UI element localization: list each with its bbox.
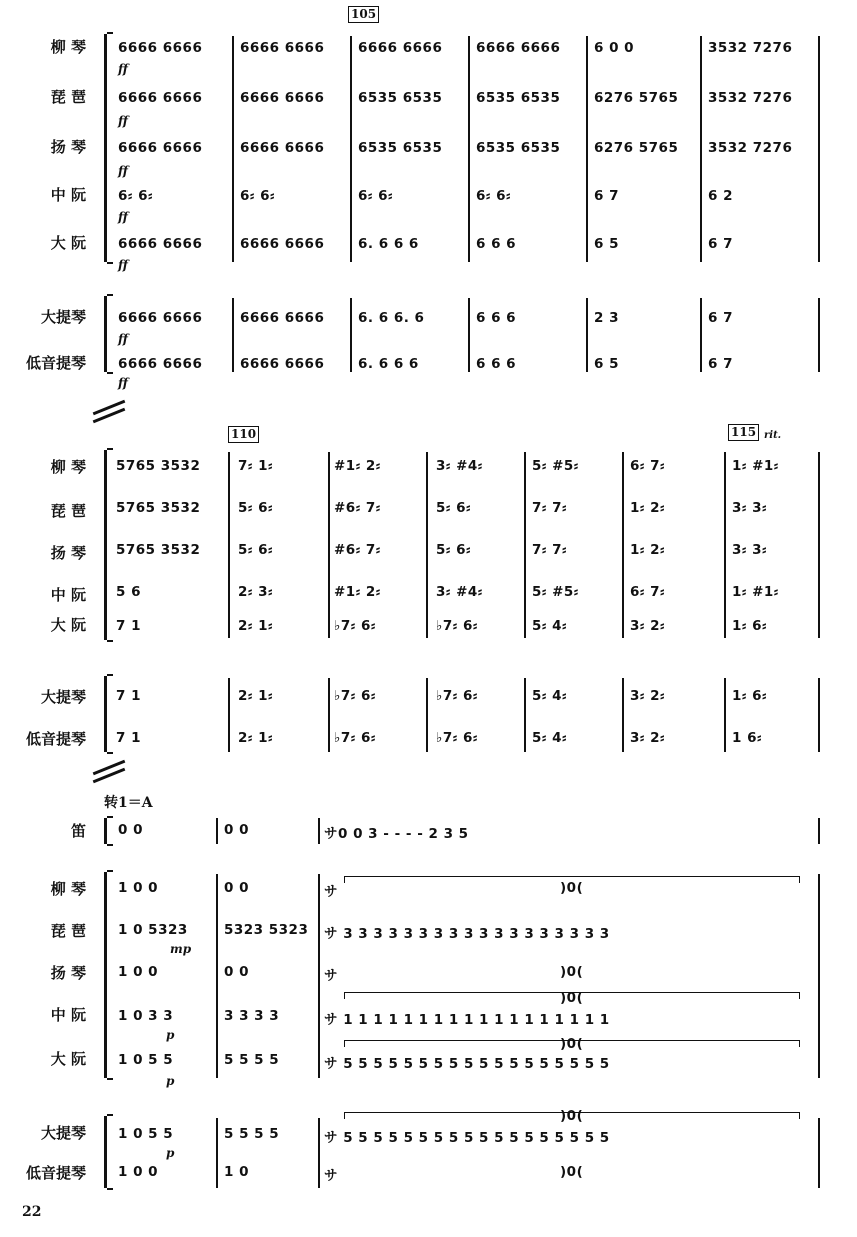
barline (586, 298, 588, 372)
barline (350, 298, 352, 372)
rehearsal-mark-115: 115 (728, 424, 759, 441)
measure-notes: 6276 5765 (594, 90, 679, 106)
dynamic-marking: ff (118, 62, 128, 76)
measure-notes: 1 0 5323 (118, 922, 188, 938)
measure-notes: 1⸗ #1⸗ (732, 584, 779, 600)
system-3-bass-brace (104, 1116, 107, 1188)
dynamic-marking: mp (170, 942, 192, 956)
barline (216, 818, 218, 844)
measure-notes: 6535 6535 (476, 140, 561, 156)
dynamic-marking: ff (118, 164, 128, 178)
barline (818, 678, 820, 752)
trill-mark: )0( (560, 1164, 584, 1180)
measure-notes: 6⸗ 6⸗ (358, 188, 393, 204)
barline (318, 1118, 320, 1188)
measure-notes: サ (324, 1168, 338, 1184)
measure-notes: 6535 6535 (358, 140, 443, 156)
trill-mark: )0( (560, 1036, 584, 1052)
measure-notes: ♭7⸗ 6⸗ (334, 618, 376, 634)
measure-notes: 6666 6666 (240, 90, 325, 106)
barline (818, 298, 820, 372)
measure-notes: 6666 6666 (476, 40, 561, 56)
measure-notes: 5⸗ #5⸗ (532, 584, 579, 600)
measure-notes: 7⸗ 1⸗ (238, 458, 273, 474)
measure-notes: 6 6 6 (476, 356, 517, 372)
measure-notes: 7 1 (116, 688, 141, 704)
measure-notes: #6⸗ 7⸗ (334, 500, 381, 516)
barline (524, 678, 526, 752)
tremolo-bracket (344, 1112, 800, 1119)
ritardando-marking: rit. (764, 430, 782, 441)
measure-notes: 3532 7276 (708, 90, 793, 106)
measure-notes: 5765 3532 (116, 500, 201, 516)
measure-notes: サ (324, 968, 338, 984)
instrument-label: 笛 (70, 822, 86, 840)
measure-notes: 6666 6666 (118, 356, 203, 372)
dynamic-marking: ff (118, 258, 128, 272)
barline (232, 298, 234, 372)
measure-notes: 7 1 (116, 618, 141, 634)
measure-notes: 0 0 (224, 880, 249, 896)
barline (818, 874, 820, 1078)
measure-notes: 3⸗ 2⸗ (630, 730, 665, 746)
tremolo-bracket (344, 1040, 800, 1047)
measure-notes: 5⸗ 4⸗ (532, 688, 567, 704)
measure-notes: 1 0 0 (118, 880, 159, 896)
measure-notes: サ 5 5 5 5 5 5 5 5 5 5 5 5 5 5 5 5 5 5 (324, 1130, 610, 1146)
measure-notes: 2⸗ 1⸗ (238, 730, 273, 746)
dynamic-marking: ff (118, 210, 128, 224)
measure-notes: 2⸗ 3⸗ (238, 584, 273, 600)
barline (700, 298, 702, 372)
barline (818, 452, 820, 638)
measure-notes: サ 5 5 5 5 5 5 5 5 5 5 5 5 5 5 5 5 5 5 (324, 1056, 610, 1072)
measure-notes: 3⸗ 2⸗ (630, 688, 665, 704)
system-3-string-brace (104, 872, 107, 1078)
measure-notes: 6 7 (594, 188, 619, 204)
instrument-label: 扬 琴 (50, 544, 86, 562)
measure-notes: 1 0 5 5 (118, 1052, 174, 1068)
tremolo-bracket (344, 876, 800, 883)
barline (228, 678, 230, 752)
measure-notes: 6666 6666 (118, 90, 203, 106)
dynamic-marking: p (166, 1074, 175, 1088)
measure-notes: 6⸗ 6⸗ (476, 188, 511, 204)
flute-brace (104, 818, 107, 844)
barline (328, 678, 330, 752)
dynamic-marking: ff (118, 114, 128, 128)
measure-notes: ♭7⸗ 6⸗ (334, 730, 376, 746)
measure-notes: サ0 0 3 - - - - 2 3 5 (324, 826, 469, 842)
measure-notes: 3⸗ #4⸗ (436, 458, 483, 474)
measure-notes: 3532 7276 (708, 140, 793, 156)
measure-notes: 6535 6535 (476, 90, 561, 106)
measure-notes: #6⸗ 7⸗ (334, 542, 381, 558)
measure-notes: サ 1 1 1 1 1 1 1 1 1 1 1 1 1 1 1 1 1 1 (324, 1012, 610, 1028)
barline (700, 36, 702, 262)
measure-notes: 5 5 5 5 (224, 1052, 280, 1068)
system-1-string-brace (104, 34, 107, 262)
measure-notes: 3 3 3 3 (224, 1008, 280, 1024)
barline (318, 818, 320, 844)
measure-notes: 6 5 (594, 236, 619, 252)
measure-notes: 1 0 0 (118, 1164, 159, 1180)
barline (426, 678, 428, 752)
barline (524, 452, 526, 638)
instrument-label: 大提琴 (40, 308, 86, 326)
instrument-label: 低音提琴 (25, 1164, 86, 1182)
trill-mark: )0( (560, 964, 584, 980)
measure-notes: 6 6 6 (476, 310, 517, 326)
instrument-label: 琵 琶 (50, 502, 86, 520)
system-2-string-brace (104, 450, 107, 640)
measure-notes: ♭7⸗ 6⸗ (436, 730, 478, 746)
measure-notes: 3⸗ #4⸗ (436, 584, 483, 600)
measure-notes: 6⸗ 7⸗ (630, 458, 665, 474)
measure-notes: 6535 6535 (358, 90, 443, 106)
measure-notes: 6 7 (708, 236, 733, 252)
barline (724, 678, 726, 752)
measure-notes: 6666 6666 (240, 140, 325, 156)
measure-notes: 1 0 (224, 1164, 249, 1180)
barline (818, 818, 820, 844)
measure-notes: サ 3 3 3 3 3 3 3 3 3 3 3 3 3 3 3 3 3 3 (324, 926, 610, 942)
instrument-label: 扬 琴 (50, 964, 86, 982)
measure-notes: 6666 6666 (118, 40, 203, 56)
instrument-label: 大提琴 (40, 1124, 86, 1142)
instrument-label: 柳 琴 (50, 38, 86, 56)
measure-notes: サ (324, 884, 338, 900)
measure-notes: 6666 6666 (240, 236, 325, 252)
trill-mark: )0( (560, 990, 584, 1006)
measure-notes: 7⸗ 7⸗ (532, 542, 567, 558)
barline (228, 452, 230, 638)
measure-notes: 0 0 (224, 964, 249, 980)
measure-notes: 5323 5323 (224, 922, 309, 938)
measure-notes: 6276 5765 (594, 140, 679, 156)
measure-notes: 7⸗ 7⸗ (532, 500, 567, 516)
measure-notes: 1⸗ 2⸗ (630, 500, 665, 516)
measure-notes: 0 0 (224, 822, 249, 838)
barline (622, 452, 624, 638)
measure-notes: 5 6 (116, 584, 141, 600)
measure-notes: 6666 6666 (240, 356, 325, 372)
measure-notes: 5 5 5 5 (224, 1126, 280, 1142)
measure-notes: #1⸗ 2⸗ (334, 584, 381, 600)
instrument-label: 大 阮 (50, 616, 86, 634)
dynamic-marking: p (166, 1028, 175, 1042)
instrument-label: 中 阮 (50, 1006, 86, 1024)
system-1-bass-brace (104, 296, 107, 372)
measure-notes: 7 1 (116, 730, 141, 746)
instrument-label: 低音提琴 (25, 730, 86, 748)
barline (328, 452, 330, 638)
measure-notes: 5⸗ 6⸗ (436, 542, 471, 558)
dynamic-marking: ff (118, 332, 128, 346)
page-number: 22 (22, 1204, 42, 1220)
measure-notes: 1 0 3 3 (118, 1008, 174, 1024)
dynamic-marking: p (166, 1146, 175, 1160)
measure-notes: 6 6 6 (476, 236, 517, 252)
instrument-label: 大 阮 (50, 234, 86, 252)
measure-notes: 6666 6666 (240, 40, 325, 56)
measure-notes: 3⸗ 3⸗ (732, 500, 767, 516)
measure-notes: 3532 7276 (708, 40, 793, 56)
barline (350, 36, 352, 262)
instrument-label: 低音提琴 (25, 354, 86, 372)
rehearsal-mark-110: 110 (228, 426, 259, 443)
measure-notes: 1 0 5 5 (118, 1126, 174, 1142)
measure-notes: 2⸗ 1⸗ (238, 618, 273, 634)
measure-notes: 5⸗ 6⸗ (436, 500, 471, 516)
instrument-label: 大提琴 (40, 688, 86, 706)
measure-notes: ♭7⸗ 6⸗ (436, 688, 478, 704)
measure-notes: 6 7 (708, 310, 733, 326)
measure-notes: 6⸗ 6⸗ (240, 188, 275, 204)
instrument-label: 柳 琴 (50, 458, 86, 476)
barline (216, 874, 218, 1078)
measure-notes: 2⸗ 1⸗ (238, 688, 273, 704)
trill-mark: )0( (560, 880, 584, 896)
instrument-label: 柳 琴 (50, 880, 86, 898)
barline (216, 1118, 218, 1188)
measure-notes: 6666 6666 (358, 40, 443, 56)
barline (622, 678, 624, 752)
measure-notes: 0 0 (118, 822, 143, 838)
barline (468, 36, 470, 262)
measure-notes: 6. 6 6 6 (358, 356, 419, 372)
measure-notes: 6666 6666 (118, 236, 203, 252)
measure-notes: 5⸗ 4⸗ (532, 618, 567, 634)
measure-notes: 5765 3532 (116, 458, 201, 474)
instrument-label: 中 阮 (50, 186, 86, 204)
measure-notes: 6 7 (708, 356, 733, 372)
measure-notes: 6 5 (594, 356, 619, 372)
barline (426, 452, 428, 638)
measure-notes: 2 3 (594, 310, 619, 326)
measure-notes: 1⸗ 2⸗ (630, 542, 665, 558)
measure-notes: 6 0 0 (594, 40, 635, 56)
barline (818, 1118, 820, 1188)
instrument-label: 琵 琶 (50, 922, 86, 940)
measure-notes: 5⸗ #5⸗ (532, 458, 579, 474)
barline (318, 874, 320, 1078)
measure-notes: 6⸗ 6⸗ (118, 188, 153, 204)
measure-notes: 3⸗ 2⸗ (630, 618, 665, 634)
rehearsal-mark-105: 105 (348, 6, 379, 23)
instrument-label: 中 阮 (50, 586, 86, 604)
measure-notes: ♭7⸗ 6⸗ (436, 618, 478, 634)
measure-notes: 1⸗ 6⸗ (732, 688, 767, 704)
measure-notes: 1⸗ #1⸗ (732, 458, 779, 474)
trill-mark: )0( (560, 1108, 584, 1124)
measure-notes: 6666 6666 (118, 310, 203, 326)
instrument-label: 琵 琶 (50, 88, 86, 106)
dynamic-marking: ff (118, 376, 128, 390)
measure-notes: 1 6⸗ (732, 730, 762, 746)
measure-notes: 5⸗ 4⸗ (532, 730, 567, 746)
measure-notes: 1⸗ 6⸗ (732, 618, 767, 634)
barline (818, 36, 820, 262)
system-2-bass-brace (104, 676, 107, 752)
instrument-label: 大 阮 (50, 1050, 86, 1068)
measure-notes: 6666 6666 (118, 140, 203, 156)
measure-notes: 5⸗ 6⸗ (238, 542, 273, 558)
measure-notes: 1 0 0 (118, 964, 159, 980)
measure-notes: 6 2 (708, 188, 733, 204)
measure-notes: 6⸗ 7⸗ (630, 584, 665, 600)
barline (468, 298, 470, 372)
measure-notes: 6. 6 6 6 (358, 236, 419, 252)
key-change-marking: 转1＝A (104, 795, 153, 811)
barline (586, 36, 588, 262)
instrument-label: 扬 琴 (50, 138, 86, 156)
measure-notes: 3⸗ 3⸗ (732, 542, 767, 558)
measure-notes: ♭7⸗ 6⸗ (334, 688, 376, 704)
measure-notes: 5765 3532 (116, 542, 201, 558)
measure-notes: 5⸗ 6⸗ (238, 500, 273, 516)
measure-notes: 6666 6666 (240, 310, 325, 326)
measure-notes: 6. 6 6. 6 (358, 310, 425, 326)
measure-notes: #1⸗ 2⸗ (334, 458, 381, 474)
tremolo-bracket (344, 992, 800, 999)
barline (232, 36, 234, 262)
barline (724, 452, 726, 638)
